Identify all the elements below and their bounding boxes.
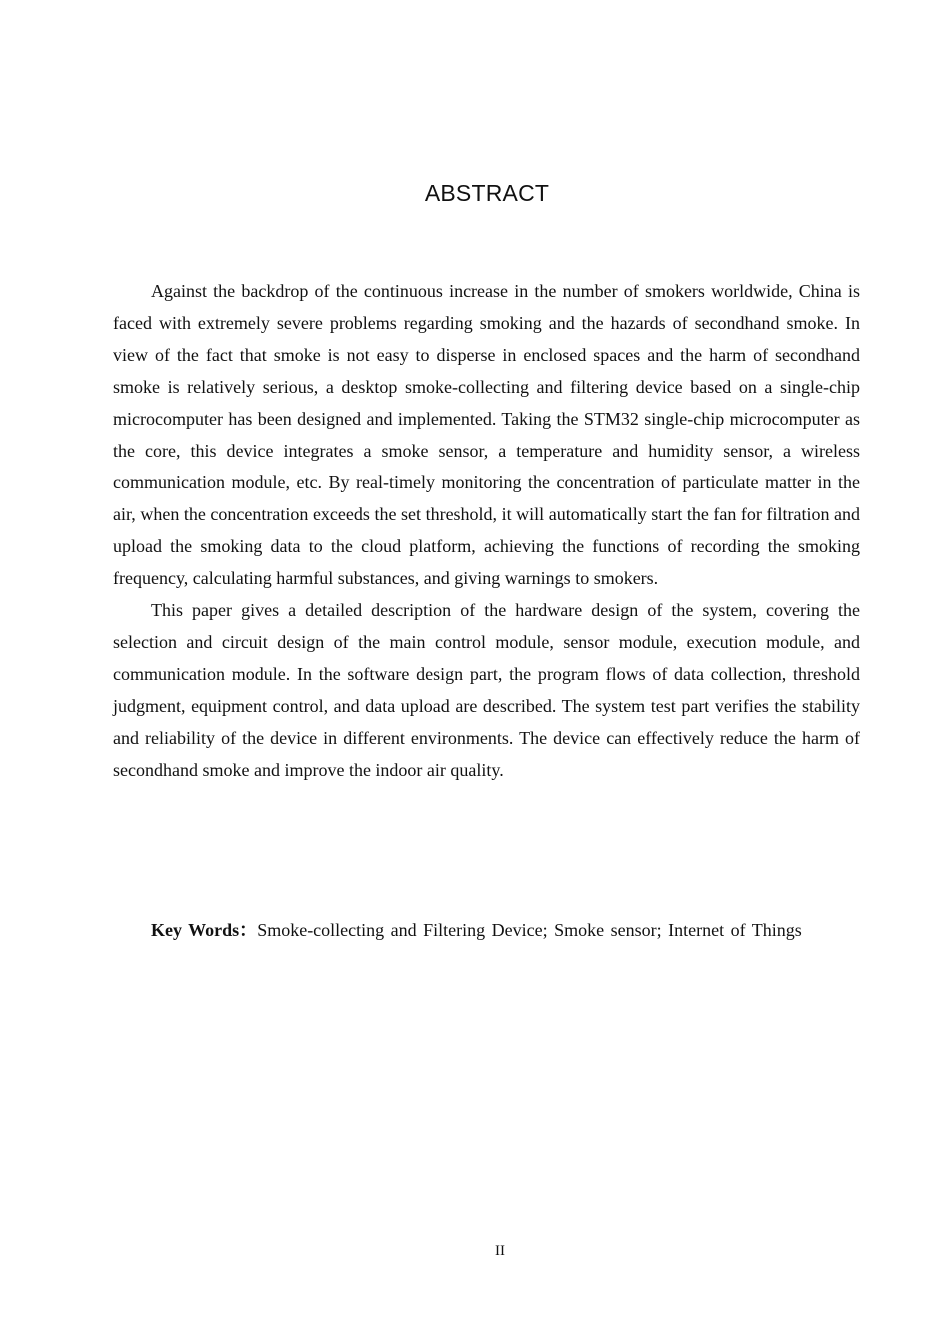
keywords-line bbox=[113, 915, 873, 947]
abstract-paragraph-1: Against the backdrop of the continuous increase in the number of smokers worldwide, China is faced with extremely severe problems regarding smoking and the hazards of secondhand smoke. In view of the fact that smoke is not easy to disperse in enclosed spaces and the harm of secondhand smoke is relatively serious, a desktop smoke-collecting and filtering device based on a single-chip microcomputer has been designed and implemented. Taking the STM32 single-chip microcomputer as the core, this device integrates a smoke sensor, a temperature and humidity sensor, a wireless communication module, etc. By real-timely monitoring the concentration of particulate matter in the air, when the concentration exceeds the set threshold, it will automatically start the fan for filtration and upload the smoking data to the cloud platform, achieving the functions of recording the smoking frequency, calculating harmful substances, and giving warnings to smokers. bbox=[113, 281, 860, 589]
abstract-title: ABSTRACT bbox=[424, 180, 550, 206]
keywords-label: Key Words： bbox=[151, 920, 258, 940]
abstract-paragraph-2: This paper gives a detailed description of the hardware design of the system, covering the selection and circuit design of the main control module, sensor module, execution module, and communication module. In the software design part, the program flows of data collection, threshold judgment, equipment control, and data upload are described. The system test part verifies the stability and reliability of the device in different environments. The device can effectively reduce the harm of secondhand smoke and improve the indoor air quality. bbox=[113, 600, 860, 780]
abstract-body bbox=[113, 276, 860, 787]
keywords-text: Smoke-collecting and Filtering Device; Smoke sensor; Internet of Things bbox=[257, 920, 802, 940]
page-number: II bbox=[495, 1243, 505, 1259]
